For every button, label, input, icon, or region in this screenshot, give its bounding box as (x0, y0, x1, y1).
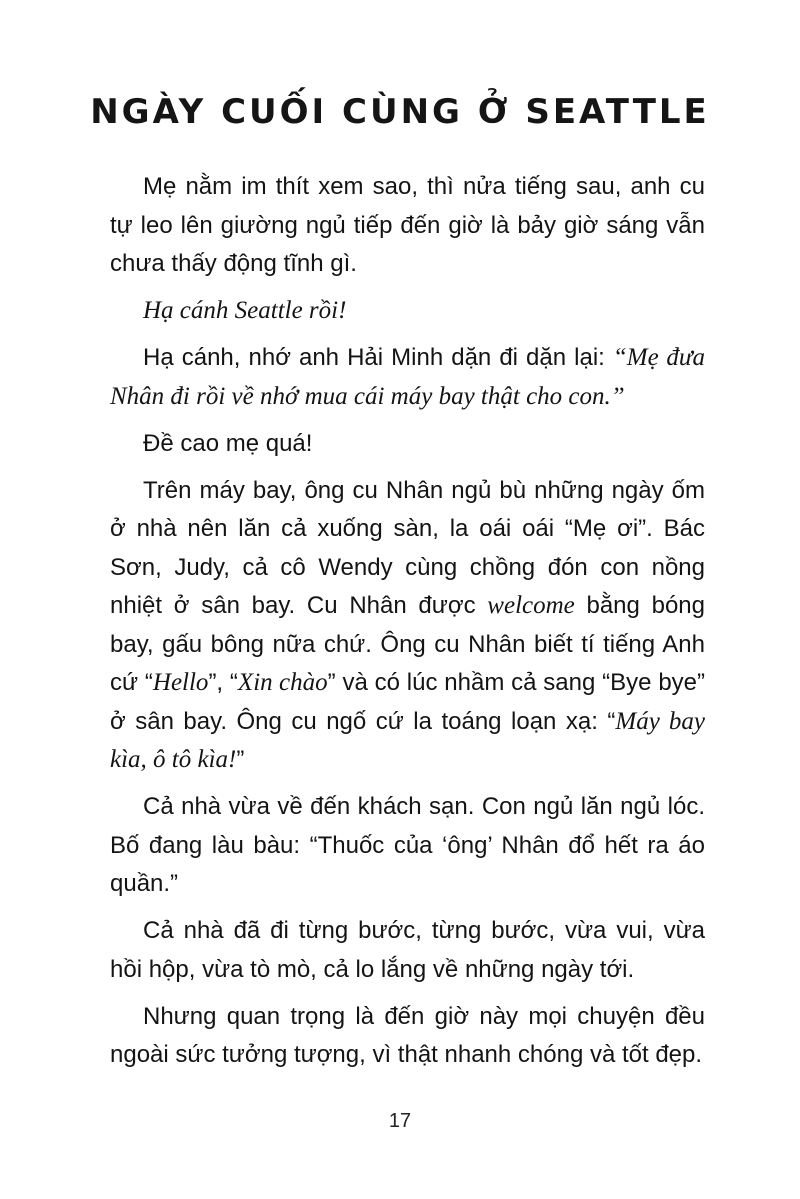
paragraph-5-shout: Máy bay kìa, ô tô kìa! (110, 707, 705, 773)
paragraph-3-text: Hạ cánh, nhớ anh Hải Minh dặn đi dặn lại: (143, 344, 613, 371)
paragraph-3 (110, 339, 705, 416)
paragraph-6: Cả nhà vừa về đến khách sạn. Con ngủ lăn ngủ lóc. Bố đang làu bàu: “Thuốc của ‘ông’ Nhân đổ hết ra áo quần.” (110, 793, 705, 897)
paragraph-8: Nhưng quan trọng là đến giờ này mọi chuyện đều ngoài sức tưởng tượng, vì thật nhanh chóng và tốt đẹp. (110, 1002, 705, 1068)
paragraph-5-text-e: ”, “ (208, 669, 238, 696)
paragraph-3-quote: “Mẹ đưa Nhân đi rồi về nhớ mua cái máy bay thật cho con.” (110, 344, 705, 410)
paragraph-5-text-a: Trên máy bay, ông cu Nhân ngủ bù những ngày ốm ở nhà nên lăn cả xuống sàn, la oái oái “Mẹ ơi”. Bác Sơn, Judy, cả cô Wendy cùng chồng đón con nồng nhiệt ở sân bay. Cu Nhân được (110, 476, 705, 619)
paragraph-5-text-i: ” (236, 746, 245, 773)
paragraph-5-text-c: bằng bóng bay, gấu bông nữa chứ. Ông cu Nhân biết tí tiếng Anh cứ “ (110, 592, 705, 696)
page-number: 17 (388, 1110, 412, 1132)
chapter-title: NGÀY CUỐI CÙNG Ở SEATTLE (90, 92, 710, 132)
paragraph-1: Mẹ nằm im thít xem sao, thì nửa tiếng sau, anh cu tự leo lên giường ngủ tiếp đến giờ là bảy giờ sáng vẫn chưa thấy động tĩnh gì. (110, 173, 705, 277)
body-text (110, 168, 705, 1083)
paragraph-5-text-g: ” và có lúc nhầm cả sang “Bye bye” ở sân bay. Ông cu ngố cứ la toáng loạn xạ: “ (110, 669, 706, 735)
paragraph-5-hello: Hello (152, 669, 209, 696)
paragraph-5 (110, 472, 705, 780)
paragraph-5-welcome: welcome (487, 592, 575, 619)
paragraph-4: Đề cao mẹ quá! (143, 429, 313, 457)
paragraph-2: Hạ cánh Seattle rồi! (143, 297, 347, 324)
paragraph-5-xin-chao: Xin chào (237, 669, 328, 696)
paragraph-7: Cả nhà đã đi từng bước, từng bước, vừa vui, vừa hồi hộp, vừa tò mò, cả lo lắng về những ngày tới. (110, 917, 705, 983)
